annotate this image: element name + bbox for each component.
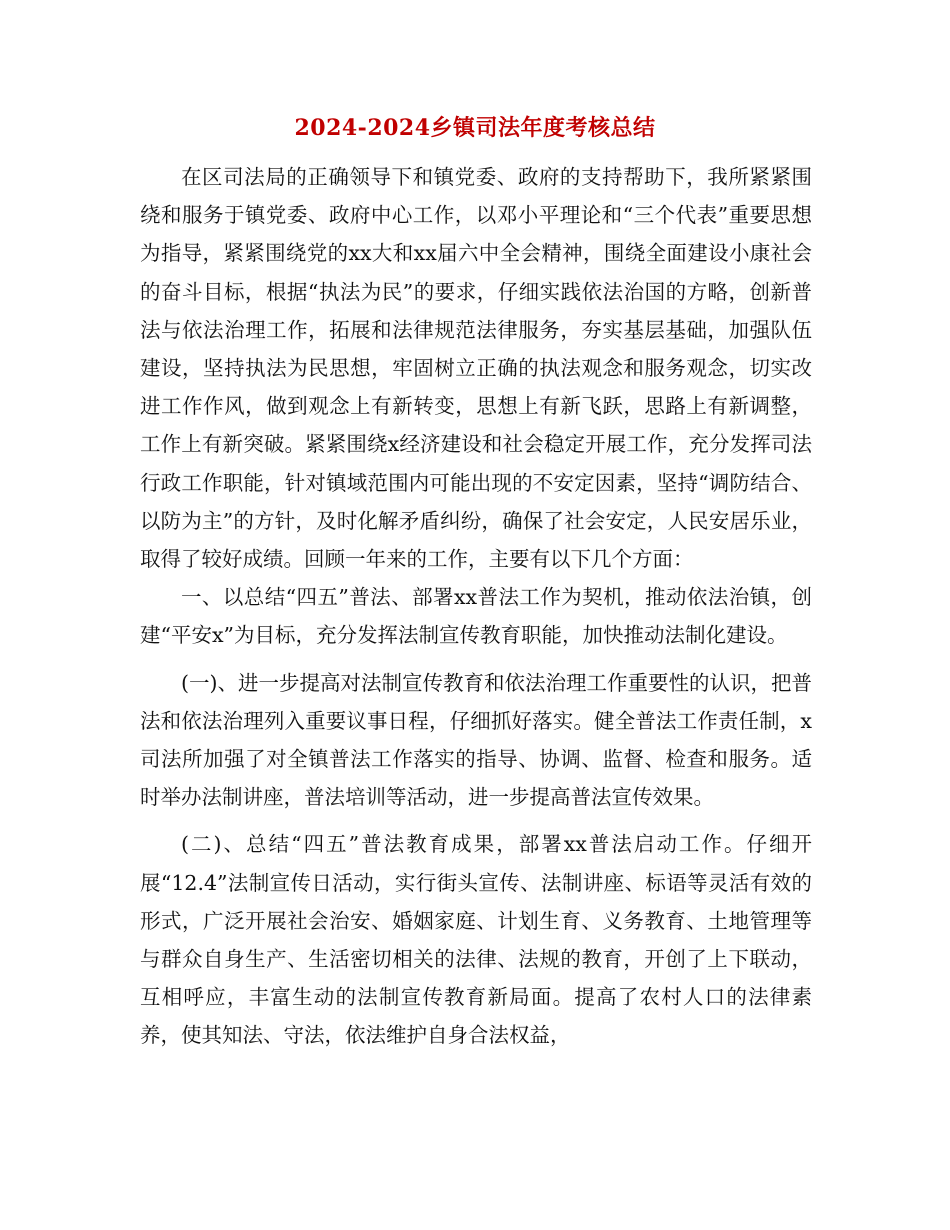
document-title: 2024-2024乡镇司法年度考核总结 <box>294 115 656 141</box>
paragraph-subsection-two: (二)、总结“四五”普法教育成果，部署xx普法启动工作。仔细开展“12.4”法制宣传日活动，实行街头宣传、法制讲座、标语等灵活有效的形式，广泛开展社会治安、婚姻家庭、计划生育、义务教育、土地管理等与群众自身生产、生活密切相关的法律、法规的教育，开创了上下联动，互相呼应，丰富生动的法制宣传教育新局面。提高了农村人口的法律素养，使其知法、守法，依法维护自身合法权益， <box>140 832 812 1048</box>
paragraph-subsection-one: (一)、进一步提高对法制宣传教育和依法治理工作重要性的认识，把普法和依法治理列入重要议事日程，仔细抓好落实。健全普法工作责任制，x司法所加强了对全镇普法工作落实的指导、协调、监督、检查和服务。适时举办法制讲座，普法培训等活动，进一步提高普法宣传效果。 <box>140 670 812 810</box>
paragraph-intro: 在区司法局的正确领导下和镇党委、政府的支持帮助下，我所紧紧围绕和服务于镇党委、政府中心工作，以邓小平理论和“三个代表”重要思想为指导，紧紧围绕党的xx大和xx届六中全会精神，围绕全面建设小康社会的奋斗目标，根据“执法为民”的要求，仔细实践依法治国的方略，创新普法与依法治理工作，拓展和法律规范法律服务，夯实基层基础，加强队伍建设，坚持执法为民思想，牢固树立正确的执法观念和服务观念，切实改进工作作风，做到观念上有新转变，思想上有新飞跃，思路上有新调整，工作上有新突破。紧紧围绕x经济建设和社会稳定开展工作，充分发挥司法行政工作职能，针对镇域范围内可能出现的不安定因素，坚持“调防结合、以防为主”的方针，及时化解矛盾纠纷，确保了社会安定，人民安居乐业，取得了较好成绩。回顾一年来的工作，主要有以下几个方面： <box>140 165 812 572</box>
paragraph-section-one: 一、以总结“四五”普法、部署xx普法工作为契机，推动依法治镇，创建“平安x”为目标，充分发挥法制宣传教育职能，加快推动法制化建设。 <box>140 585 812 648</box>
document-body <box>140 158 812 1055</box>
